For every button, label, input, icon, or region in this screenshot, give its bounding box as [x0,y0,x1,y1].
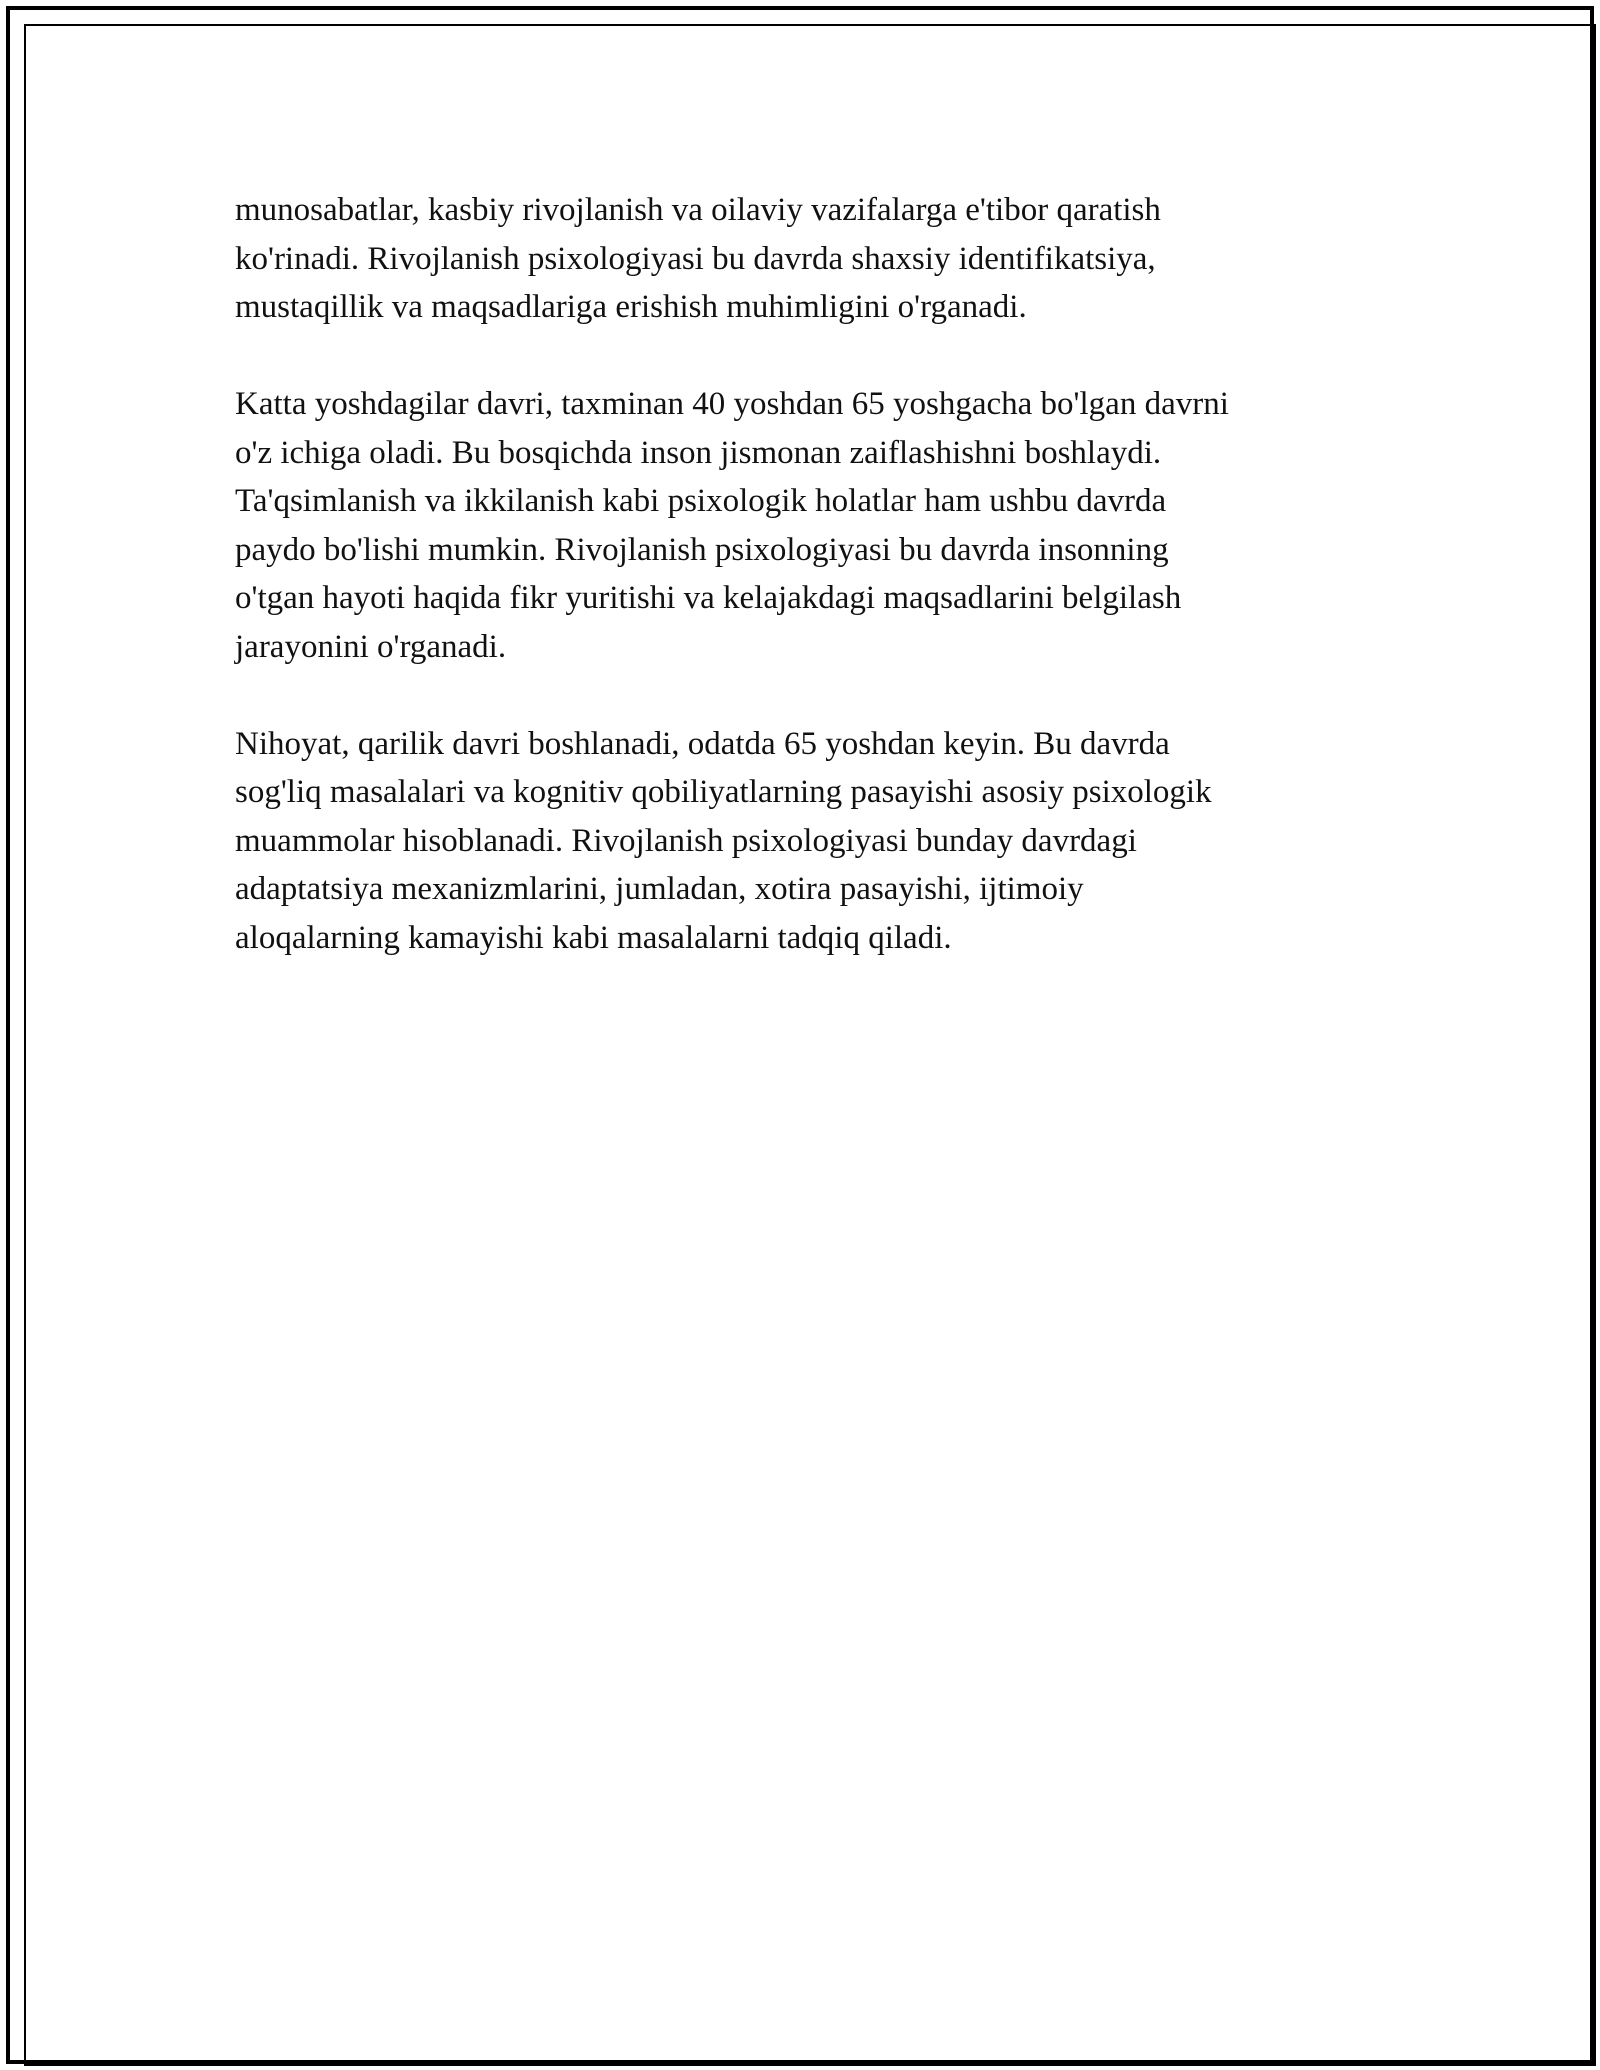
paragraph-line: Ta'qsimlanish va ikkilanish kabi psixologik holatlar ham ushbu davrda [235,483,1167,519]
paragraph-line: munosabatlar, kasbiy rivojlanish va oilaviy vazifalarga e'tibor qaratish [235,192,1161,228]
paragraph-line: adaptatsiya mexanizmlarini, jumladan, xotira pasayishi, ijtimoiy [235,871,1084,907]
paragraph-line: mustaqillik va maqsadlariga erishish muhimligini o'rganadi. [235,289,1027,325]
document-body [235,186,1375,1011]
paragraph-line: o'tgan hayoti haqida fikr yuritishi va kelajakdagi maqsadlarini belgilash [235,580,1182,616]
paragraph-line: o'z ichiga oladi. Bu bosqichda inson jismonan zaiflashishni boshlaydi. [235,434,1162,471]
paragraph-line: paydo bo'lishi mumkin. Rivojlanish psixologiyasi bu davrda insonning [235,531,1169,568]
paragraph-line: ko'rinadi. Rivojlanish psixologiyasi bu davrda shaxsiy identifikatsiya, [235,240,1156,277]
paragraph-line: aloqalarning kamayishi kabi masalalarni tadqiq qiladi. [235,919,952,956]
paragraph-1 [235,186,1375,332]
paragraph-3 [235,720,1375,963]
paragraph-line: jarayonini o'rganadi. [235,628,507,665]
paragraph-line: sog'liq masalalari va kognitiv qobiliyatlarning pasayishi asosiy psixologik [235,774,1212,810]
paragraph-line: Katta yoshdagilar davri, taxminan 40 yoshdan 65 yoshgacha bo'lgan davrni [235,386,1229,422]
paragraph-2 [235,380,1375,671]
paragraph-line: Nihoyat, qarilik davri boshlanadi, odatda 65 yoshdan keyin. Bu davrda [235,725,1170,762]
paragraph-line: muammolar hisoblanadi. Rivojlanish psixologiyasi bunday davrdagi [235,822,1137,859]
